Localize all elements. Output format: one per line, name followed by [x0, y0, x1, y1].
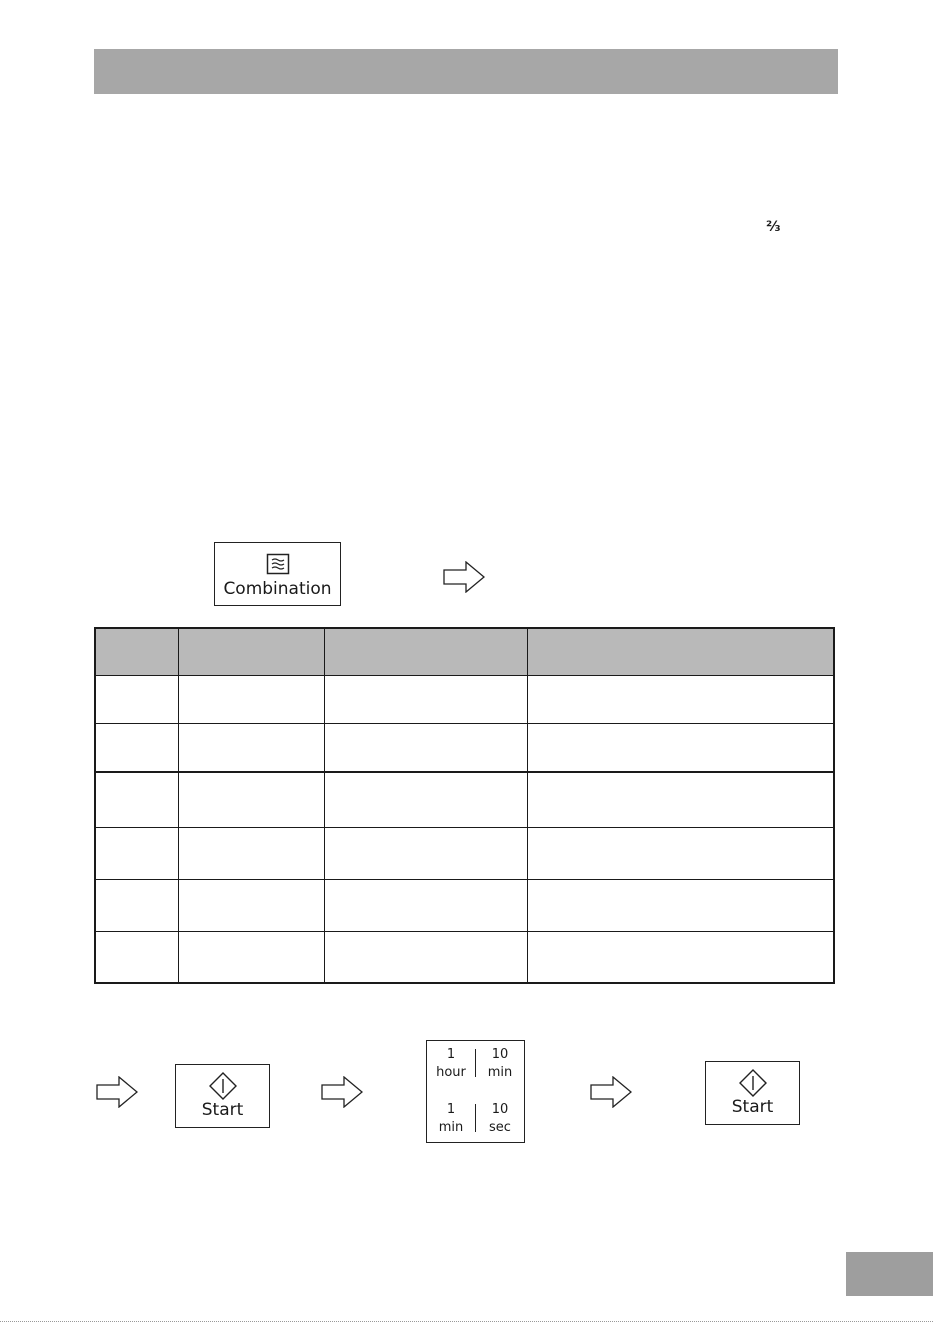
time-key-value: 1	[446, 1047, 456, 1062]
time-key-divider	[475, 1104, 476, 1132]
fraction-symbol: ⅔	[766, 219, 781, 235]
table-cell	[179, 772, 325, 827]
time-key-unit: min	[438, 1120, 464, 1135]
combination-label: Combination	[223, 579, 332, 599]
combination-button[interactable]	[214, 542, 341, 606]
arrow-right-icon	[96, 1076, 138, 1108]
table-cell	[528, 772, 835, 827]
arrow-right-icon	[443, 561, 485, 593]
table-cell	[179, 675, 325, 723]
table-cell	[528, 723, 835, 772]
table-cell	[528, 879, 835, 931]
page-number-tab	[846, 1252, 933, 1296]
table-row	[95, 827, 834, 879]
program-table	[94, 627, 835, 984]
time-key-10-sec[interactable]	[477, 1101, 523, 1137]
table-row	[95, 931, 834, 983]
time-key-unit: min	[487, 1065, 513, 1080]
table-cell	[528, 827, 835, 879]
combination-microwave-icon	[266, 553, 290, 575]
table-header-row	[95, 628, 834, 675]
time-key-1-hour[interactable]	[428, 1046, 474, 1082]
table-row	[95, 772, 834, 827]
table-cell	[325, 772, 528, 827]
arrow-right-icon	[321, 1076, 363, 1108]
table-row	[95, 675, 834, 723]
table-cell	[95, 723, 179, 772]
section-header-bar	[94, 49, 838, 94]
time-setting-keypad	[426, 1040, 525, 1143]
table-row	[95, 723, 834, 772]
start-label: Start	[201, 1100, 244, 1120]
table-cell	[325, 879, 528, 931]
table-cell	[179, 879, 325, 931]
footer-divider	[0, 1321, 933, 1322]
time-key-unit: sec	[489, 1120, 511, 1135]
start-label: Start	[731, 1097, 774, 1117]
table-cell	[95, 675, 179, 723]
time-key-value: 10	[491, 1047, 509, 1062]
table-cell	[179, 827, 325, 879]
table-row	[95, 879, 834, 931]
table-cell	[179, 931, 325, 983]
table-header-cell	[528, 628, 835, 675]
table-header-cell	[179, 628, 325, 675]
table-cell	[325, 675, 528, 723]
table-cell	[325, 931, 528, 983]
arrow-right-icon	[590, 1076, 632, 1108]
table-cell	[179, 723, 325, 772]
start-button[interactable]	[705, 1061, 800, 1125]
table-cell	[95, 827, 179, 879]
time-key-value: 10	[491, 1102, 509, 1117]
table-header-cell	[325, 628, 528, 675]
start-diamond-icon	[209, 1072, 237, 1100]
table-cell	[95, 931, 179, 983]
time-key-value: 1	[446, 1102, 456, 1117]
time-key-divider	[475, 1049, 476, 1077]
table-cell	[95, 772, 179, 827]
start-button[interactable]	[175, 1064, 270, 1128]
table-cell	[325, 827, 528, 879]
start-diamond-icon	[739, 1069, 767, 1097]
table-header-cell	[95, 628, 179, 675]
time-key-10-min[interactable]	[477, 1046, 523, 1082]
time-key-1-min[interactable]	[428, 1101, 474, 1137]
table-cell	[325, 723, 528, 772]
table-cell	[528, 931, 835, 983]
table-cell	[528, 675, 835, 723]
table-cell	[95, 879, 179, 931]
time-key-unit: hour	[436, 1065, 466, 1080]
